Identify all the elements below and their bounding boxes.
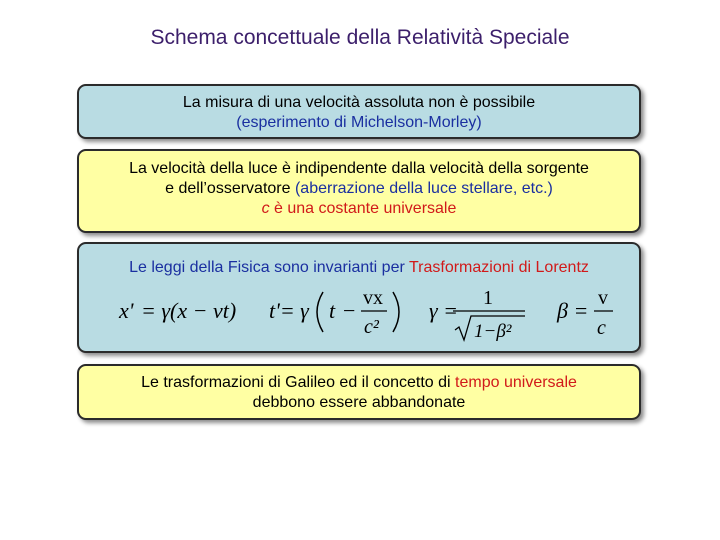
galileo-text: Le trasformazioni di Galileo ed il concetto di (141, 374, 456, 391)
light-speed-box (77, 149, 641, 233)
formula-x-lhs: x' (119, 298, 134, 323)
formula-t-denominator: c² (364, 316, 379, 338)
formula-beta (556, 287, 613, 339)
formula-beta-lhs: β = (557, 298, 589, 323)
light-speed-text-line1: La velocità della luce è indipendente dalla velocità della sorgente (129, 160, 589, 177)
page-title: Schema concettuale della Relatività Speciale (150, 26, 570, 49)
formula-t-numerator: vx (363, 287, 383, 309)
universal-time-label: tempo universale (455, 374, 577, 391)
michelson-morley-note: (esperimento di Michelson-Morley) (236, 114, 482, 131)
invariance-text: Le leggi della Fisica sono invarianti per (129, 259, 409, 276)
formula-gamma-numerator: 1 (483, 287, 493, 309)
formula-gamma-lhs: γ = (429, 298, 459, 323)
formula-gamma (429, 287, 525, 342)
formula-t-prime (269, 287, 399, 338)
lorentz-transformations-label: Trasformazioni di Lorentz (408, 259, 589, 276)
formula-t-lhs: t'= γ (269, 298, 309, 323)
observer-text: e dell’osservatore (165, 180, 295, 197)
formula-gamma-denominator: 1−β² (474, 321, 512, 342)
formula-beta-denominator: c (597, 317, 606, 339)
light-speed-text-line2 (79, 179, 639, 199)
formula-x-prime (118, 298, 236, 323)
lorentz-text (79, 258, 639, 278)
universal-constant-text: è una costante universale (269, 200, 457, 217)
lorentz-box (77, 242, 641, 353)
lorentz-formulas (79, 278, 639, 350)
formula-beta-numerator: v (598, 287, 608, 309)
galileo-text-line1 (79, 373, 639, 393)
formula-t-t: t (329, 298, 336, 323)
formula-x-rhs: = γ(x − vt) (141, 298, 237, 323)
aberration-note: (aberrazione della luce stellare, etc.) (294, 180, 553, 197)
galileo-box (77, 364, 641, 420)
galileo-text-line2: debbono essere abbandonate (252, 394, 466, 411)
formula-t-right-paren (393, 292, 399, 332)
absolute-velocity-box (77, 84, 641, 139)
formula-t-left-paren (317, 292, 323, 332)
absolute-velocity-text: La misura di una velocità assoluta non è possibile (182, 94, 536, 111)
c-symbol: c (261, 200, 270, 217)
formula-t-minus: − (343, 298, 356, 323)
universal-constant-line (79, 199, 639, 219)
